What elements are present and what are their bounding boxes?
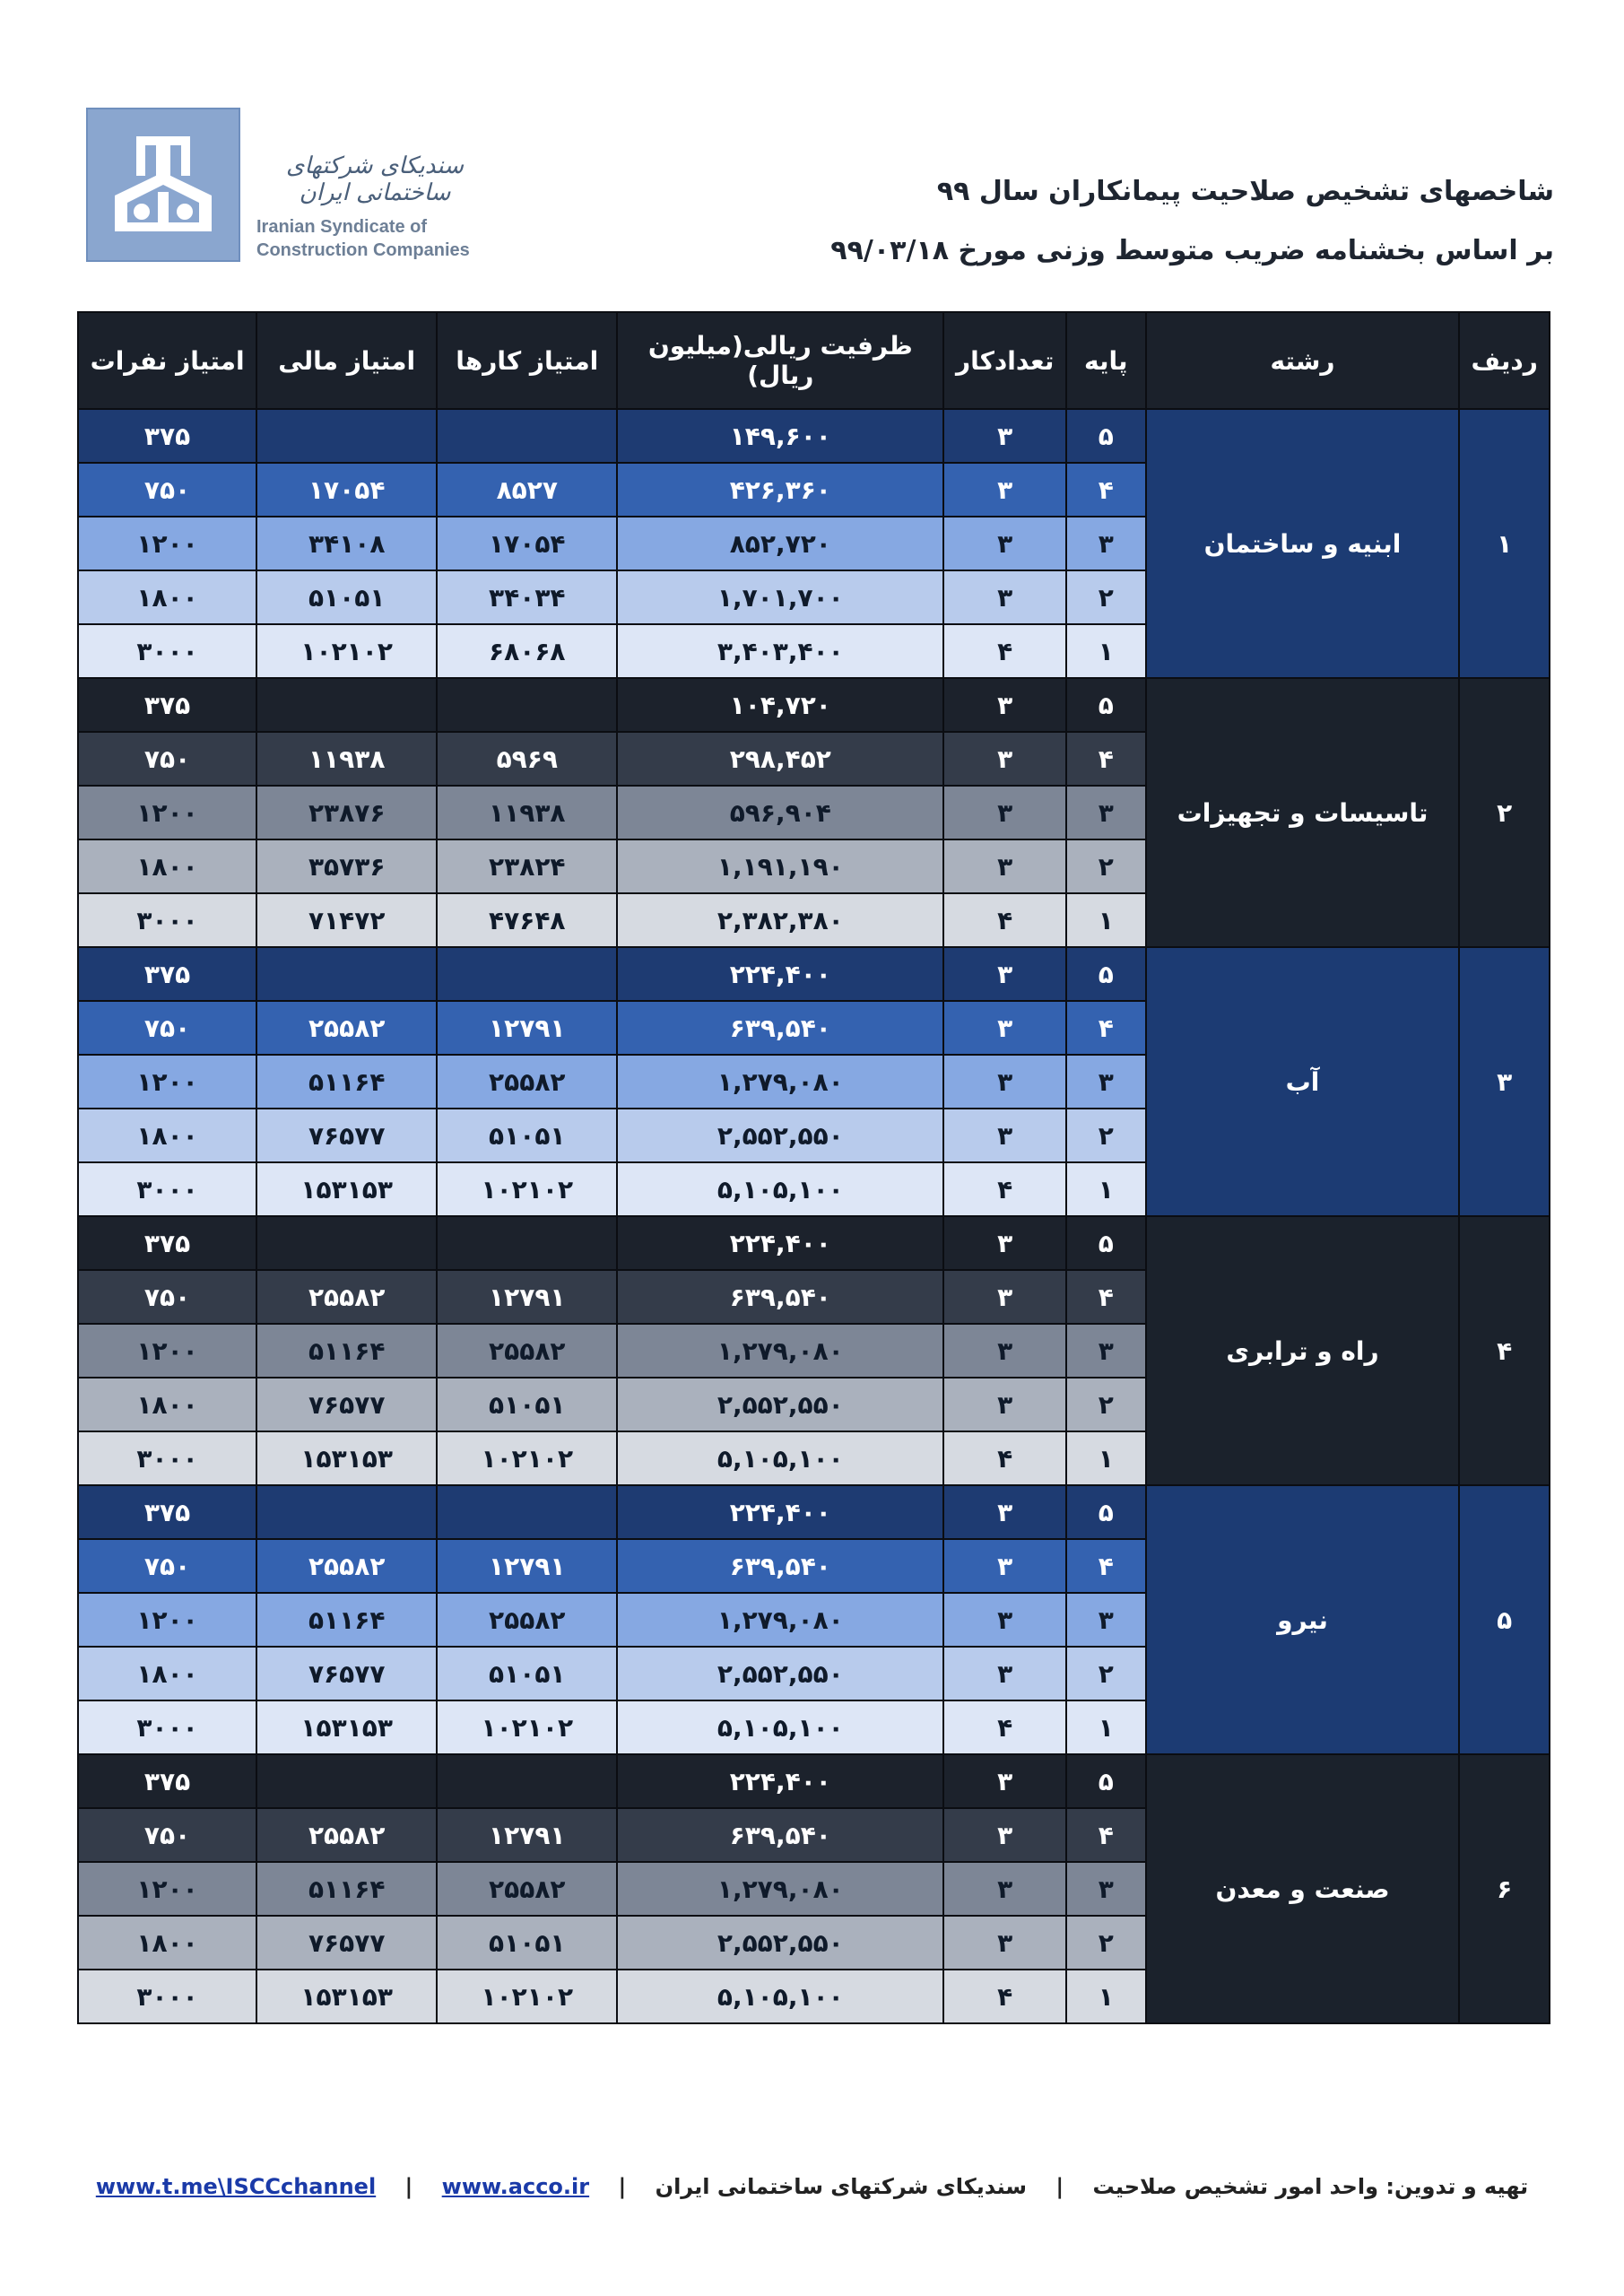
cell-capacity: ۵,۱۰۵,۱۰۰ [617, 1162, 943, 1216]
cell-staff-score: ۷۵۰ [78, 1270, 256, 1324]
page-title: شاخصهای تشخیص صلاحیت پیمانکاران سال ۹۹ [936, 176, 1554, 207]
cell-staff-score: ۷۵۰ [78, 1539, 256, 1593]
cell-finance-score: ۱۱۹۳۸ [256, 732, 437, 786]
cell-finance-score: ۷۶۵۷۷ [256, 1647, 437, 1700]
cell-work-score: ۱۲۷۹۱ [437, 1539, 617, 1593]
row-index: ۵ [1459, 1485, 1550, 1754]
cell-work-score: ۵۹۶۹ [437, 732, 617, 786]
cell-staff-score: ۱۸۰۰ [78, 1916, 256, 1970]
cell-staff-score: ۳۷۵ [78, 678, 256, 732]
cell-finance-score: ۱۵۳۱۵۳ [256, 1970, 437, 2023]
header-index: ردیف [1459, 312, 1550, 409]
cell-finance-score: ۱۰۲۱۰۲ [256, 624, 437, 678]
header-work-score: امتیاز کارها [437, 312, 617, 409]
cell-staff-score: ۱۲۰۰ [78, 1324, 256, 1378]
cell-staff-score: ۳۷۵ [78, 409, 256, 463]
footer-prepared-by: تهیه و تدوین: واحد امور تشخیص صلاحیت [1092, 2174, 1529, 2199]
cell-finance-score: ۱۷۰۵۴ [256, 463, 437, 517]
cell-capacity: ۵,۱۰۵,۱۰۰ [617, 1970, 943, 2023]
cell-finance-score: ۱۵۳۱۵۳ [256, 1431, 437, 1485]
logo-name-english-line2: Construction Companies [256, 240, 470, 260]
logo-name-persian: سندیکای شرکتهای ساختمانی ایران [285, 152, 465, 206]
table-group-1 [78, 409, 1550, 678]
cell-count: ۳ [943, 1378, 1066, 1431]
cell-count: ۳ [943, 1754, 1066, 1808]
cell-grade: ۵ [1066, 409, 1145, 463]
cell-work-score: ۶۸۰۶۸ [437, 624, 617, 678]
cell-grade: ۳ [1066, 1324, 1145, 1378]
cell-finance-score: ۲۳۸۷۶ [256, 786, 437, 839]
table-group-6 [78, 1754, 1550, 2023]
cell-finance-score: ۲۵۵۸۲ [256, 1001, 437, 1055]
cell-work-score [437, 678, 617, 732]
cell-work-score: ۲۵۵۸۲ [437, 1324, 617, 1378]
cell-grade: ۳ [1066, 1593, 1145, 1647]
cell-count: ۳ [943, 1324, 1066, 1378]
cell-work-score: ۵۱۰۵۱ [437, 1916, 617, 1970]
cell-work-score: ۵۱۰۵۱ [437, 1378, 617, 1431]
cell-grade: ۴ [1066, 1808, 1145, 1862]
cell-count: ۴ [943, 1431, 1066, 1485]
cell-capacity: ۶۳۹,۵۴۰ [617, 1001, 943, 1055]
table-row [78, 409, 1550, 463]
cell-grade: ۵ [1066, 1754, 1145, 1808]
cell-capacity: ۶۳۹,۵۴۰ [617, 1270, 943, 1324]
footer-site-link[interactable]: www.acco.ir [441, 2174, 590, 2199]
cell-finance-score: ۵۱۰۵۱ [256, 570, 437, 624]
cell-grade: ۲ [1066, 1916, 1145, 1970]
footer-separator: | [404, 2174, 413, 2199]
cell-capacity: ۲۲۴,۴۰۰ [617, 1216, 943, 1270]
cell-work-score: ۱۲۷۹۱ [437, 1808, 617, 1862]
cell-capacity: ۱,۲۷۹,۰۸۰ [617, 1593, 943, 1647]
cell-capacity: ۱,۷۰۱,۷۰۰ [617, 570, 943, 624]
cell-grade: ۱ [1066, 893, 1145, 947]
footer-org: سندیکای شرکتهای ساختمانی ایران [655, 2174, 1027, 2199]
cell-work-score: ۳۴۰۳۴ [437, 570, 617, 624]
cell-finance-score [256, 1485, 437, 1539]
cell-count: ۳ [943, 517, 1066, 570]
cell-work-score: ۱۰۲۱۰۲ [437, 1162, 617, 1216]
cell-finance-score [256, 1754, 437, 1808]
cell-count: ۳ [943, 1539, 1066, 1593]
cell-finance-score: ۷۶۵۷۷ [256, 1378, 437, 1431]
cell-work-score: ۲۵۵۸۲ [437, 1055, 617, 1109]
row-index: ۶ [1459, 1754, 1550, 2023]
cell-staff-score: ۳۰۰۰ [78, 624, 256, 678]
cell-staff-score: ۳۰۰۰ [78, 1431, 256, 1485]
cell-grade: ۵ [1066, 1485, 1145, 1539]
cell-capacity: ۱,۱۹۱,۱۹۰ [617, 839, 943, 893]
row-field: آب [1146, 947, 1460, 1216]
cell-count: ۴ [943, 893, 1066, 947]
cell-staff-score: ۳۰۰۰ [78, 893, 256, 947]
cell-count: ۳ [943, 678, 1066, 732]
row-field: صنعت و معدن [1146, 1754, 1460, 2023]
cell-work-score [437, 409, 617, 463]
cell-staff-score: ۱۲۰۰ [78, 1862, 256, 1916]
cell-grade: ۱ [1066, 1970, 1145, 2023]
cell-finance-score: ۲۵۵۸۲ [256, 1808, 437, 1862]
cell-capacity: ۲۲۴,۴۰۰ [617, 1485, 943, 1539]
table-row [78, 1216, 1550, 1270]
cell-capacity: ۵۹۶,۹۰۴ [617, 786, 943, 839]
cell-count: ۴ [943, 1162, 1066, 1216]
cell-work-score: ۲۵۵۸۲ [437, 1593, 617, 1647]
cell-capacity: ۴۲۶,۳۶۰ [617, 463, 943, 517]
cell-count: ۳ [943, 409, 1066, 463]
cell-work-score [437, 1485, 617, 1539]
row-field: تاسیسات و تجهیزات [1146, 678, 1460, 947]
cell-finance-score [256, 947, 437, 1001]
footer-separator: | [1055, 2174, 1064, 2199]
table-row [78, 678, 1550, 732]
cell-work-score: ۱۱۹۳۸ [437, 786, 617, 839]
cell-work-score: ۲۵۵۸۲ [437, 1862, 617, 1916]
cell-staff-score: ۱۲۰۰ [78, 1593, 256, 1647]
cell-capacity: ۱,۲۷۹,۰۸۰ [617, 1055, 943, 1109]
cell-work-score [437, 1754, 617, 1808]
header-count: تعدادکار [943, 312, 1066, 409]
cell-capacity: ۱,۲۷۹,۰۸۰ [617, 1324, 943, 1378]
cell-count: ۳ [943, 1270, 1066, 1324]
cell-capacity: ۲۹۸,۴۵۲ [617, 732, 943, 786]
row-field: نیرو [1146, 1485, 1460, 1754]
cell-work-score: ۵۱۰۵۱ [437, 1647, 617, 1700]
table-group-4 [78, 1216, 1550, 1485]
logo-name-english-line1: Iranian Syndicate of [256, 217, 428, 237]
cell-finance-score: ۷۶۵۷۷ [256, 1916, 437, 1970]
cell-finance-score: ۲۵۵۸۲ [256, 1270, 437, 1324]
cell-count: ۴ [943, 624, 1066, 678]
cell-finance-score: ۲۵۵۸۲ [256, 1539, 437, 1593]
cell-capacity: ۶۳۹,۵۴۰ [617, 1808, 943, 1862]
cell-count: ۳ [943, 1862, 1066, 1916]
cell-finance-score [256, 409, 437, 463]
cell-staff-score: ۱۸۰۰ [78, 839, 256, 893]
cell-grade: ۴ [1066, 1001, 1145, 1055]
header-finance-score: امتیاز مالی [256, 312, 437, 409]
cell-capacity: ۱,۲۷۹,۰۸۰ [617, 1862, 943, 1916]
row-index: ۲ [1459, 678, 1550, 947]
cell-capacity: ۵,۱۰۵,۱۰۰ [617, 1700, 943, 1754]
row-index: ۴ [1459, 1216, 1550, 1485]
page-footer [0, 2174, 1624, 2199]
cell-grade: ۱ [1066, 1700, 1145, 1754]
cell-staff-score: ۱۸۰۰ [78, 1647, 256, 1700]
cell-count: ۳ [943, 1001, 1066, 1055]
cell-staff-score: ۳۰۰۰ [78, 1700, 256, 1754]
cell-count: ۳ [943, 1216, 1066, 1270]
cell-count: ۴ [943, 1700, 1066, 1754]
cell-grade: ۴ [1066, 1270, 1145, 1324]
cell-staff-score: ۳۰۰۰ [78, 1970, 256, 2023]
cell-count: ۳ [943, 1109, 1066, 1162]
header-staff-score: امتیاز نفرات [78, 312, 256, 409]
cell-grade: ۳ [1066, 517, 1145, 570]
row-field: ابنیه و ساختمان [1146, 409, 1460, 678]
cell-finance-score: ۳۴۱۰۸ [256, 517, 437, 570]
header-grade: پایه [1066, 312, 1145, 409]
cell-work-score [437, 947, 617, 1001]
cell-capacity: ۲۲۴,۴۰۰ [617, 1754, 943, 1808]
cell-staff-score: ۱۲۰۰ [78, 1055, 256, 1109]
cell-work-score: ۸۵۲۷ [437, 463, 617, 517]
cell-grade: ۳ [1066, 786, 1145, 839]
table-header-row [78, 312, 1550, 409]
cell-count: ۳ [943, 947, 1066, 1001]
cell-staff-score: ۷۵۰ [78, 1001, 256, 1055]
cell-work-score: ۱۲۷۹۱ [437, 1270, 617, 1324]
cell-work-score: ۱۷۰۵۴ [437, 517, 617, 570]
cell-staff-score: ۱۲۰۰ [78, 517, 256, 570]
cell-count: ۳ [943, 1055, 1066, 1109]
cell-capacity: ۶۳۹,۵۴۰ [617, 1539, 943, 1593]
cell-grade: ۲ [1066, 839, 1145, 893]
table-group-3 [78, 947, 1550, 1216]
cell-capacity: ۲,۵۵۲,۵۵۰ [617, 1647, 943, 1700]
qualification-table [77, 311, 1550, 2024]
cell-staff-score: ۱۸۰۰ [78, 1109, 256, 1162]
cell-staff-score: ۳۷۵ [78, 947, 256, 1001]
cell-finance-score: ۷۶۵۷۷ [256, 1109, 437, 1162]
header-field: رشته [1146, 312, 1460, 409]
cell-staff-score: ۳۷۵ [78, 1754, 256, 1808]
cell-grade: ۴ [1066, 463, 1145, 517]
cell-work-score: ۵۱۰۵۱ [437, 1109, 617, 1162]
cell-work-score [437, 1216, 617, 1270]
cell-count: ۳ [943, 570, 1066, 624]
cell-count: ۴ [943, 1970, 1066, 2023]
table-row [78, 1485, 1550, 1539]
cell-staff-score: ۷۵۰ [78, 732, 256, 786]
cell-finance-score: ۵۱۱۶۴ [256, 1862, 437, 1916]
cell-grade: ۲ [1066, 570, 1145, 624]
cell-grade: ۵ [1066, 947, 1145, 1001]
row-field: راه و ترابری [1146, 1216, 1460, 1485]
cell-finance-score [256, 678, 437, 732]
cell-work-score: ۱۰۲۱۰۲ [437, 1970, 617, 2023]
cell-capacity: ۸۵۲,۷۲۰ [617, 517, 943, 570]
cell-staff-score: ۱۸۰۰ [78, 570, 256, 624]
cell-count: ۳ [943, 463, 1066, 517]
cell-work-score: ۲۳۸۲۴ [437, 839, 617, 893]
logo-emblem [86, 108, 240, 262]
cell-staff-score: ۱۸۰۰ [78, 1378, 256, 1431]
cell-finance-score: ۱۵۳۱۵۳ [256, 1162, 437, 1216]
syndicate-logo-icon [88, 109, 239, 260]
cell-finance-score: ۳۵۷۳۶ [256, 839, 437, 893]
cell-staff-score: ۱۲۰۰ [78, 786, 256, 839]
cell-work-score: ۱۰۲۱۰۲ [437, 1700, 617, 1754]
cell-capacity: ۱۴۹,۶۰۰ [617, 409, 943, 463]
cell-capacity: ۵,۱۰۵,۱۰۰ [617, 1431, 943, 1485]
cell-staff-score: ۷۵۰ [78, 1808, 256, 1862]
cell-finance-score: ۱۵۳۱۵۳ [256, 1700, 437, 1754]
cell-finance-score: ۵۱۱۶۴ [256, 1324, 437, 1378]
cell-capacity: ۲,۵۵۲,۵۵۰ [617, 1378, 943, 1431]
cell-capacity: ۲,۳۸۲,۳۸۰ [617, 893, 943, 947]
cell-capacity: ۲,۵۵۲,۵۵۰ [617, 1109, 943, 1162]
table-row [78, 947, 1550, 1001]
cell-count: ۳ [943, 732, 1066, 786]
table-row [78, 1754, 1550, 1808]
table-group-5 [78, 1485, 1550, 1754]
cell-grade: ۲ [1066, 1378, 1145, 1431]
cell-grade: ۳ [1066, 1862, 1145, 1916]
cell-grade: ۱ [1066, 624, 1145, 678]
footer-channel-link[interactable]: www.t.me\ISCCchannel [95, 2174, 377, 2199]
cell-grade: ۳ [1066, 1055, 1145, 1109]
cell-finance-score: ۵۱۱۶۴ [256, 1055, 437, 1109]
cell-capacity: ۲۲۴,۴۰۰ [617, 947, 943, 1001]
cell-grade: ۴ [1066, 732, 1145, 786]
cell-capacity: ۱۰۴,۷۲۰ [617, 678, 943, 732]
cell-count: ۳ [943, 1485, 1066, 1539]
cell-finance-score [256, 1216, 437, 1270]
cell-work-score: ۴۷۶۴۸ [437, 893, 617, 947]
row-index: ۱ [1459, 409, 1550, 678]
cell-grade: ۵ [1066, 1216, 1145, 1270]
header-capacity: ظرفیت ریالی(میلیون ریال) [617, 312, 943, 409]
cell-staff-score: ۳۷۵ [78, 1485, 256, 1539]
table-group-2 [78, 678, 1550, 947]
cell-count: ۳ [943, 786, 1066, 839]
cell-count: ۳ [943, 1593, 1066, 1647]
cell-work-score: ۱۲۷۹۱ [437, 1001, 617, 1055]
cell-staff-score: ۳۷۵ [78, 1216, 256, 1270]
footer-separator: | [618, 2174, 627, 2199]
cell-finance-score: ۵۱۱۶۴ [256, 1593, 437, 1647]
cell-capacity: ۲,۵۵۲,۵۵۰ [617, 1916, 943, 1970]
cell-grade: ۵ [1066, 678, 1145, 732]
cell-grade: ۱ [1066, 1162, 1145, 1216]
logo-name-english [256, 215, 470, 262]
cell-finance-score: ۷۱۴۷۲ [256, 893, 437, 947]
cell-count: ۳ [943, 1647, 1066, 1700]
cell-capacity: ۳,۴۰۳,۴۰۰ [617, 624, 943, 678]
cell-count: ۳ [943, 1808, 1066, 1862]
cell-count: ۳ [943, 839, 1066, 893]
cell-work-score: ۱۰۲۱۰۲ [437, 1431, 617, 1485]
cell-grade: ۴ [1066, 1539, 1145, 1593]
cell-staff-score: ۷۵۰ [78, 463, 256, 517]
cell-count: ۳ [943, 1916, 1066, 1970]
cell-grade: ۲ [1066, 1647, 1145, 1700]
row-index: ۳ [1459, 947, 1550, 1216]
page-subtitle: بر اساس بخشنامه ضریب متوسط وزنی مورخ ۹۹/۰۳/۱۸ [830, 235, 1554, 266]
cell-staff-score: ۳۰۰۰ [78, 1162, 256, 1216]
cell-grade: ۲ [1066, 1109, 1145, 1162]
cell-grade: ۱ [1066, 1431, 1145, 1485]
